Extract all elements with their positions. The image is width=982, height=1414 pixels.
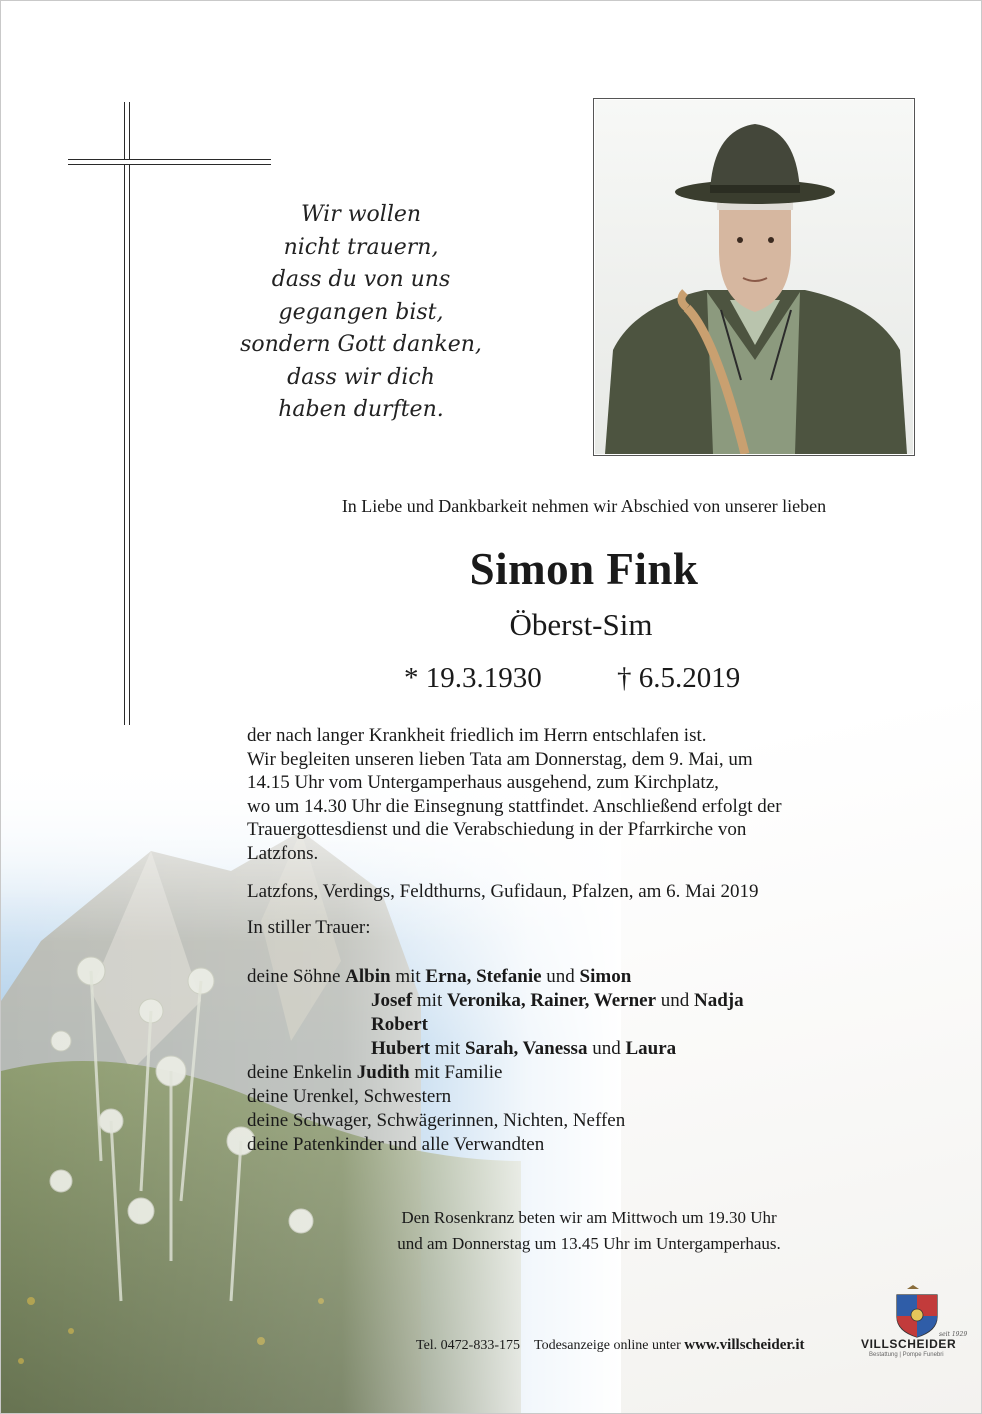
phone-number: Tel. 0472-833-175 — [416, 1338, 521, 1353]
mourner-prefix: deine Enkelin — [247, 1062, 357, 1083]
poem-line: haben durften. — [278, 397, 444, 422]
son-family: Simon — [579, 966, 632, 987]
rosary-line: und am Donnerstag um 13.45 Uhr im Untergamperhaus. — [397, 1234, 781, 1253]
mourner-row — [247, 989, 744, 1013]
funeral-home-logo — [857, 1283, 977, 1363]
logo-tagline: Bestattung | Pompe Funebri — [869, 1352, 944, 1358]
mourner-row: deine Patenkinder und alle Verwandten — [247, 1134, 545, 1155]
cross-horizontal-beam — [68, 159, 271, 165]
rosary-notice — [1, 1205, 982, 1257]
son-family: Nadja — [694, 990, 744, 1011]
mourner-row — [247, 1013, 744, 1037]
son-name: Josef — [371, 990, 413, 1011]
logo-brand: VILLSCHEIDER — [861, 1337, 957, 1351]
online-text: Todesanzeige online unter — [534, 1338, 685, 1353]
connector: mit — [430, 1038, 465, 1059]
details-line: wo um 14.30 Uhr die Einsegnung stattfindet. Anschließend erfolgt der — [247, 795, 782, 817]
portrait-photo — [593, 98, 915, 456]
place-and-date: Latzfons, Verdings, Feldthurns, Gufidaun, Pfalzen, am 6. Mai 2019 — [247, 881, 759, 902]
website-link[interactable]: www.villscheider.it — [684, 1337, 805, 1353]
son-name: Hubert — [371, 1038, 431, 1059]
son-family: Veronika, Rainer, Werner — [447, 990, 657, 1011]
son-family: Sarah, Vanessa — [464, 1038, 588, 1059]
mourner-row — [247, 1037, 744, 1061]
footer — [416, 1337, 805, 1354]
mourner-row: deine Schwager, Schwägerinnen, Nichten, Neffen — [247, 1110, 626, 1131]
in-mourning-heading: In stiller Trauer: — [247, 917, 371, 938]
birth-date: * 19.3.1930 — [404, 662, 542, 694]
connector: und — [656, 990, 695, 1011]
details-line: der nach langer Krankheit friedlich im Herrn entschlafen ist. — [247, 725, 707, 746]
poem-line: Wir wollen — [300, 202, 422, 227]
details-line: 14.15 Uhr vom Untergamperhaus ausgehend, zum Kirchplatz, — [247, 772, 719, 793]
mourner-prefix: deine Söhne — [247, 966, 346, 987]
poem-line: nicht trauern, — [283, 234, 439, 260]
connector: mit — [412, 990, 447, 1011]
rosary-line: Den Rosenkranz beten wir am Mittwoch um 19.30 Uhr — [401, 1208, 777, 1227]
coat-of-arms-icon — [857, 1283, 977, 1339]
son-family: Laura — [625, 1038, 677, 1059]
intro-text: In Liebe und Dankbarkeit nehmen wir Abschied von unserer lieben — [341, 496, 827, 516]
connector: mit Familie — [409, 1062, 503, 1083]
connector: und — [541, 966, 580, 987]
mourner-row — [247, 965, 744, 989]
deceased-name: Simon Fink — [469, 544, 699, 594]
poem-line: sondern Gott danken, — [240, 332, 482, 357]
memorial-poem — [216, 199, 506, 427]
details-line: Latzfons. — [247, 842, 319, 864]
son-name: Albin — [345, 966, 391, 987]
poem-line: dass wir dich — [287, 364, 435, 390]
details-line: Trauergottesdienst und die Verabschiedung in der Pfarrkirche von — [247, 819, 747, 840]
poem-line: dass du von uns — [271, 267, 451, 292]
mourners-list — [247, 965, 744, 1157]
mourner-row — [247, 1061, 744, 1085]
details-line: Wir begleiten unseren lieben Tata am Donnerstag, dem 9. Mai, um — [247, 748, 753, 770]
connector: und — [587, 1038, 626, 1059]
logo-since: seit 1929 — [939, 1331, 968, 1338]
deceased-nickname: Öberst-Sim — [509, 607, 653, 642]
mourner-row: deine Urenkel, Schwestern — [247, 1086, 452, 1107]
death-date: † 6.5.2019 — [617, 662, 741, 694]
granddaughter-name: Judith — [356, 1062, 410, 1083]
funeral-details — [247, 724, 947, 865]
son-name: Robert — [371, 1014, 428, 1035]
connector: mit — [390, 966, 426, 987]
son-family: Erna, Stefanie — [425, 966, 542, 987]
poem-line: gegangen bist, — [278, 299, 444, 325]
